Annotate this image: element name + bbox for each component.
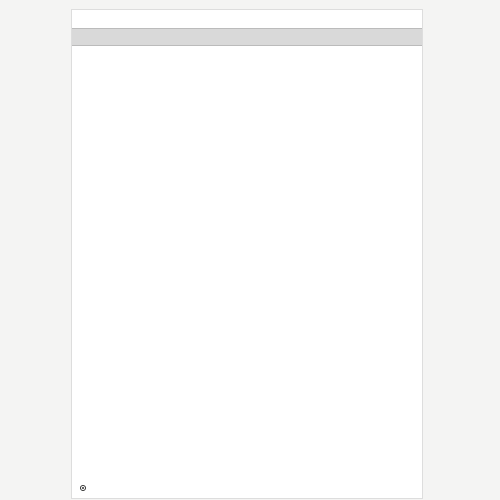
appendix-list [72, 46, 422, 50]
legend [80, 484, 88, 492]
appendix-heading [72, 28, 422, 46]
warm-up-symbol-icon [80, 485, 86, 491]
document-page [72, 10, 422, 498]
top-track-list [72, 10, 422, 18]
